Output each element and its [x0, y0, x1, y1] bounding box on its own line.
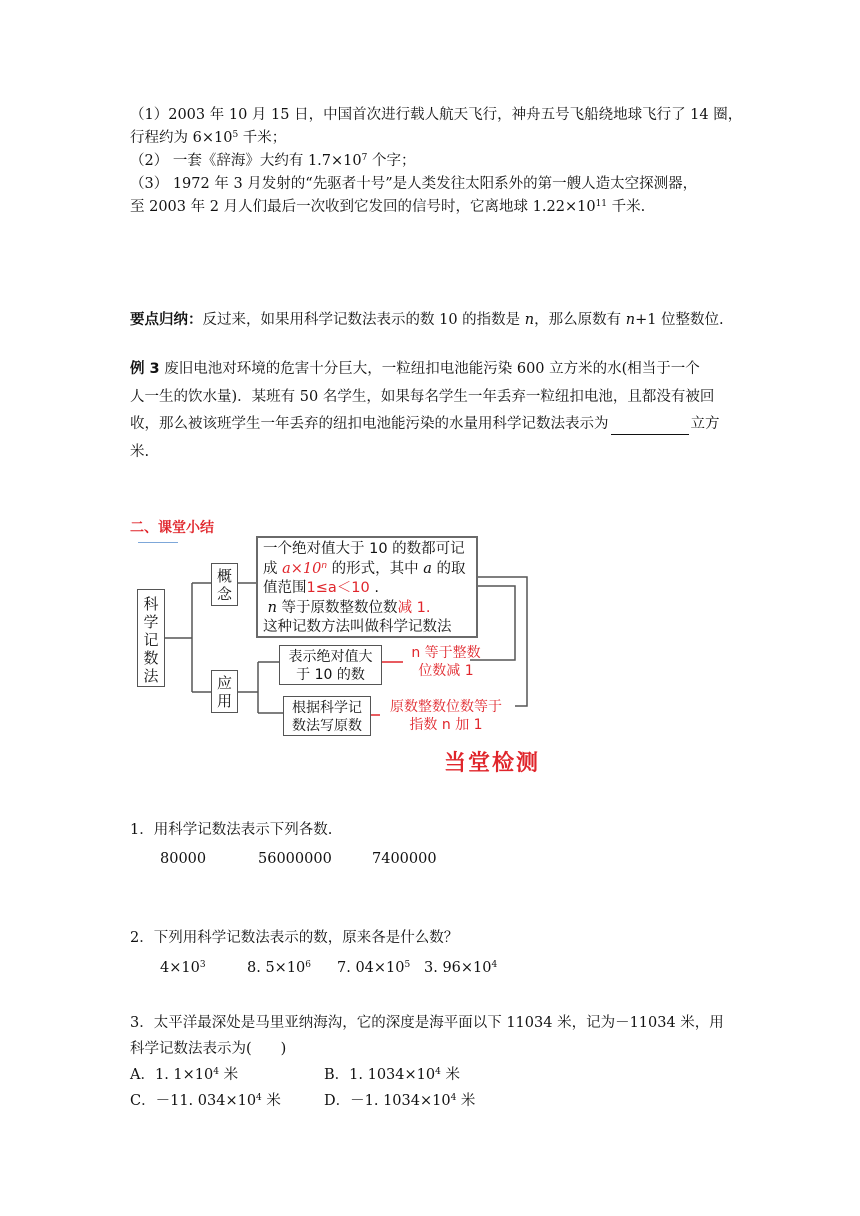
- option-a[interactable]: A．1. $1\times 10^4$ 米: [130, 1067, 239, 1083]
- application-note-2: 原数整数位数等于 指数 n 加 1: [390, 699, 502, 733]
- example-line-1b: 行程约为 $6\times 10^5$ 千米；: [130, 130, 287, 146]
- example3-line-3: 收，那么被该班学生一年丢弃的纽扣电池能污染的水量用科学记数法表示为 立方: [130, 413, 720, 435]
- example3-label: 例 3: [130, 361, 160, 377]
- option-b[interactable]: B．1. $1034\times 10^4$ 米: [324, 1067, 460, 1083]
- application-box-2: 根据科学记 数法写原数: [283, 696, 371, 736]
- key-point-label: 要点归纳：: [130, 312, 203, 328]
- question-3-line-2: 科学记数法表示为( ): [130, 1041, 287, 1057]
- example-line-3b: 至 2003 年 2 月人们最后一次收到它发回的信号时，它离地球 $1.22\times 10^{11}$ 千米.: [130, 199, 646, 215]
- q1-item: 80000: [160, 851, 207, 867]
- key-point: 要点归纳：反过来，如果用科学记数法表示的数 10 的指数是 n，那么原数有 n+1 位整数位.: [130, 312, 724, 328]
- summary-heading: 二、课堂小结: [130, 520, 214, 536]
- option-c[interactable]: C．－11. $034\times 10^4$ 米: [130, 1093, 281, 1109]
- application-node: 应 用: [211, 670, 238, 713]
- question-3-line-1: 3．太平洋最深处是马里亚纳海沟，它的深度是海平面以下 11034 米，记为－11034 米，用: [130, 1015, 724, 1031]
- example-line-3: （3） 1972 年 3 月发射的“先驱者十号”是人类发往太阳系外的第一艘人造太空探测器，: [130, 176, 698, 192]
- example3-line-2: 人一生的饮水量)．某班有 50 名学生，如果每名学生一年丢弃一粒纽扣电池，且都没有被回: [130, 389, 715, 405]
- question-1: 1．用科学记数法表示下列各数.: [130, 822, 333, 838]
- example3-line-4: 米.: [130, 444, 150, 460]
- q2-item: 7. $04\times 10^5$: [337, 960, 411, 976]
- check-title: 当堂检测: [444, 751, 541, 776]
- application-box-1: 表示绝对值大 于 10 的数: [279, 645, 382, 685]
- question-2: 2．下列用科学记数法表示的数，原来各是什么数？: [130, 930, 459, 946]
- example3-line-1: 例 3 废旧电池对环境的危害十分巨大，一粒纽扣电池能污染 600 立方米的水(相当于一个: [130, 361, 700, 377]
- example-line-2: （2） 一套《辞海》大约有 $1.7\times 10^7$ 个字；: [130, 153, 416, 169]
- concept-definition-box: 一个绝对值大于 10 的数都可记 成 $a\times 10^n$ 的形式，其中 a 的取 值范围1≤a＜10 . n 等于原数整数位数减 1. 这种记数方法叫做科学记数法: [256, 536, 478, 638]
- q2-item: 3. $96\times 10^4$: [424, 960, 498, 976]
- option-d[interactable]: D．－1. $1034\times 10^4$ 米: [324, 1093, 476, 1109]
- q2-item: $4\times 10^3$: [160, 960, 206, 976]
- q1-item: 56000000: [258, 851, 332, 867]
- concept-node: 概 念: [211, 563, 238, 606]
- application-note-1: n 等于整数 位数减 1: [411, 645, 481, 679]
- root-node: 科 学 记 数 法: [137, 589, 165, 687]
- q2-item: 8. $5\times 10^6$: [247, 960, 312, 976]
- q1-item: 7400000: [372, 851, 437, 867]
- example-line-1: （1）2003 年 10 月 15 日，中国首次进行载人航天飞行，神舟五号飞船绕地球飞行了 14 圈，: [130, 107, 743, 123]
